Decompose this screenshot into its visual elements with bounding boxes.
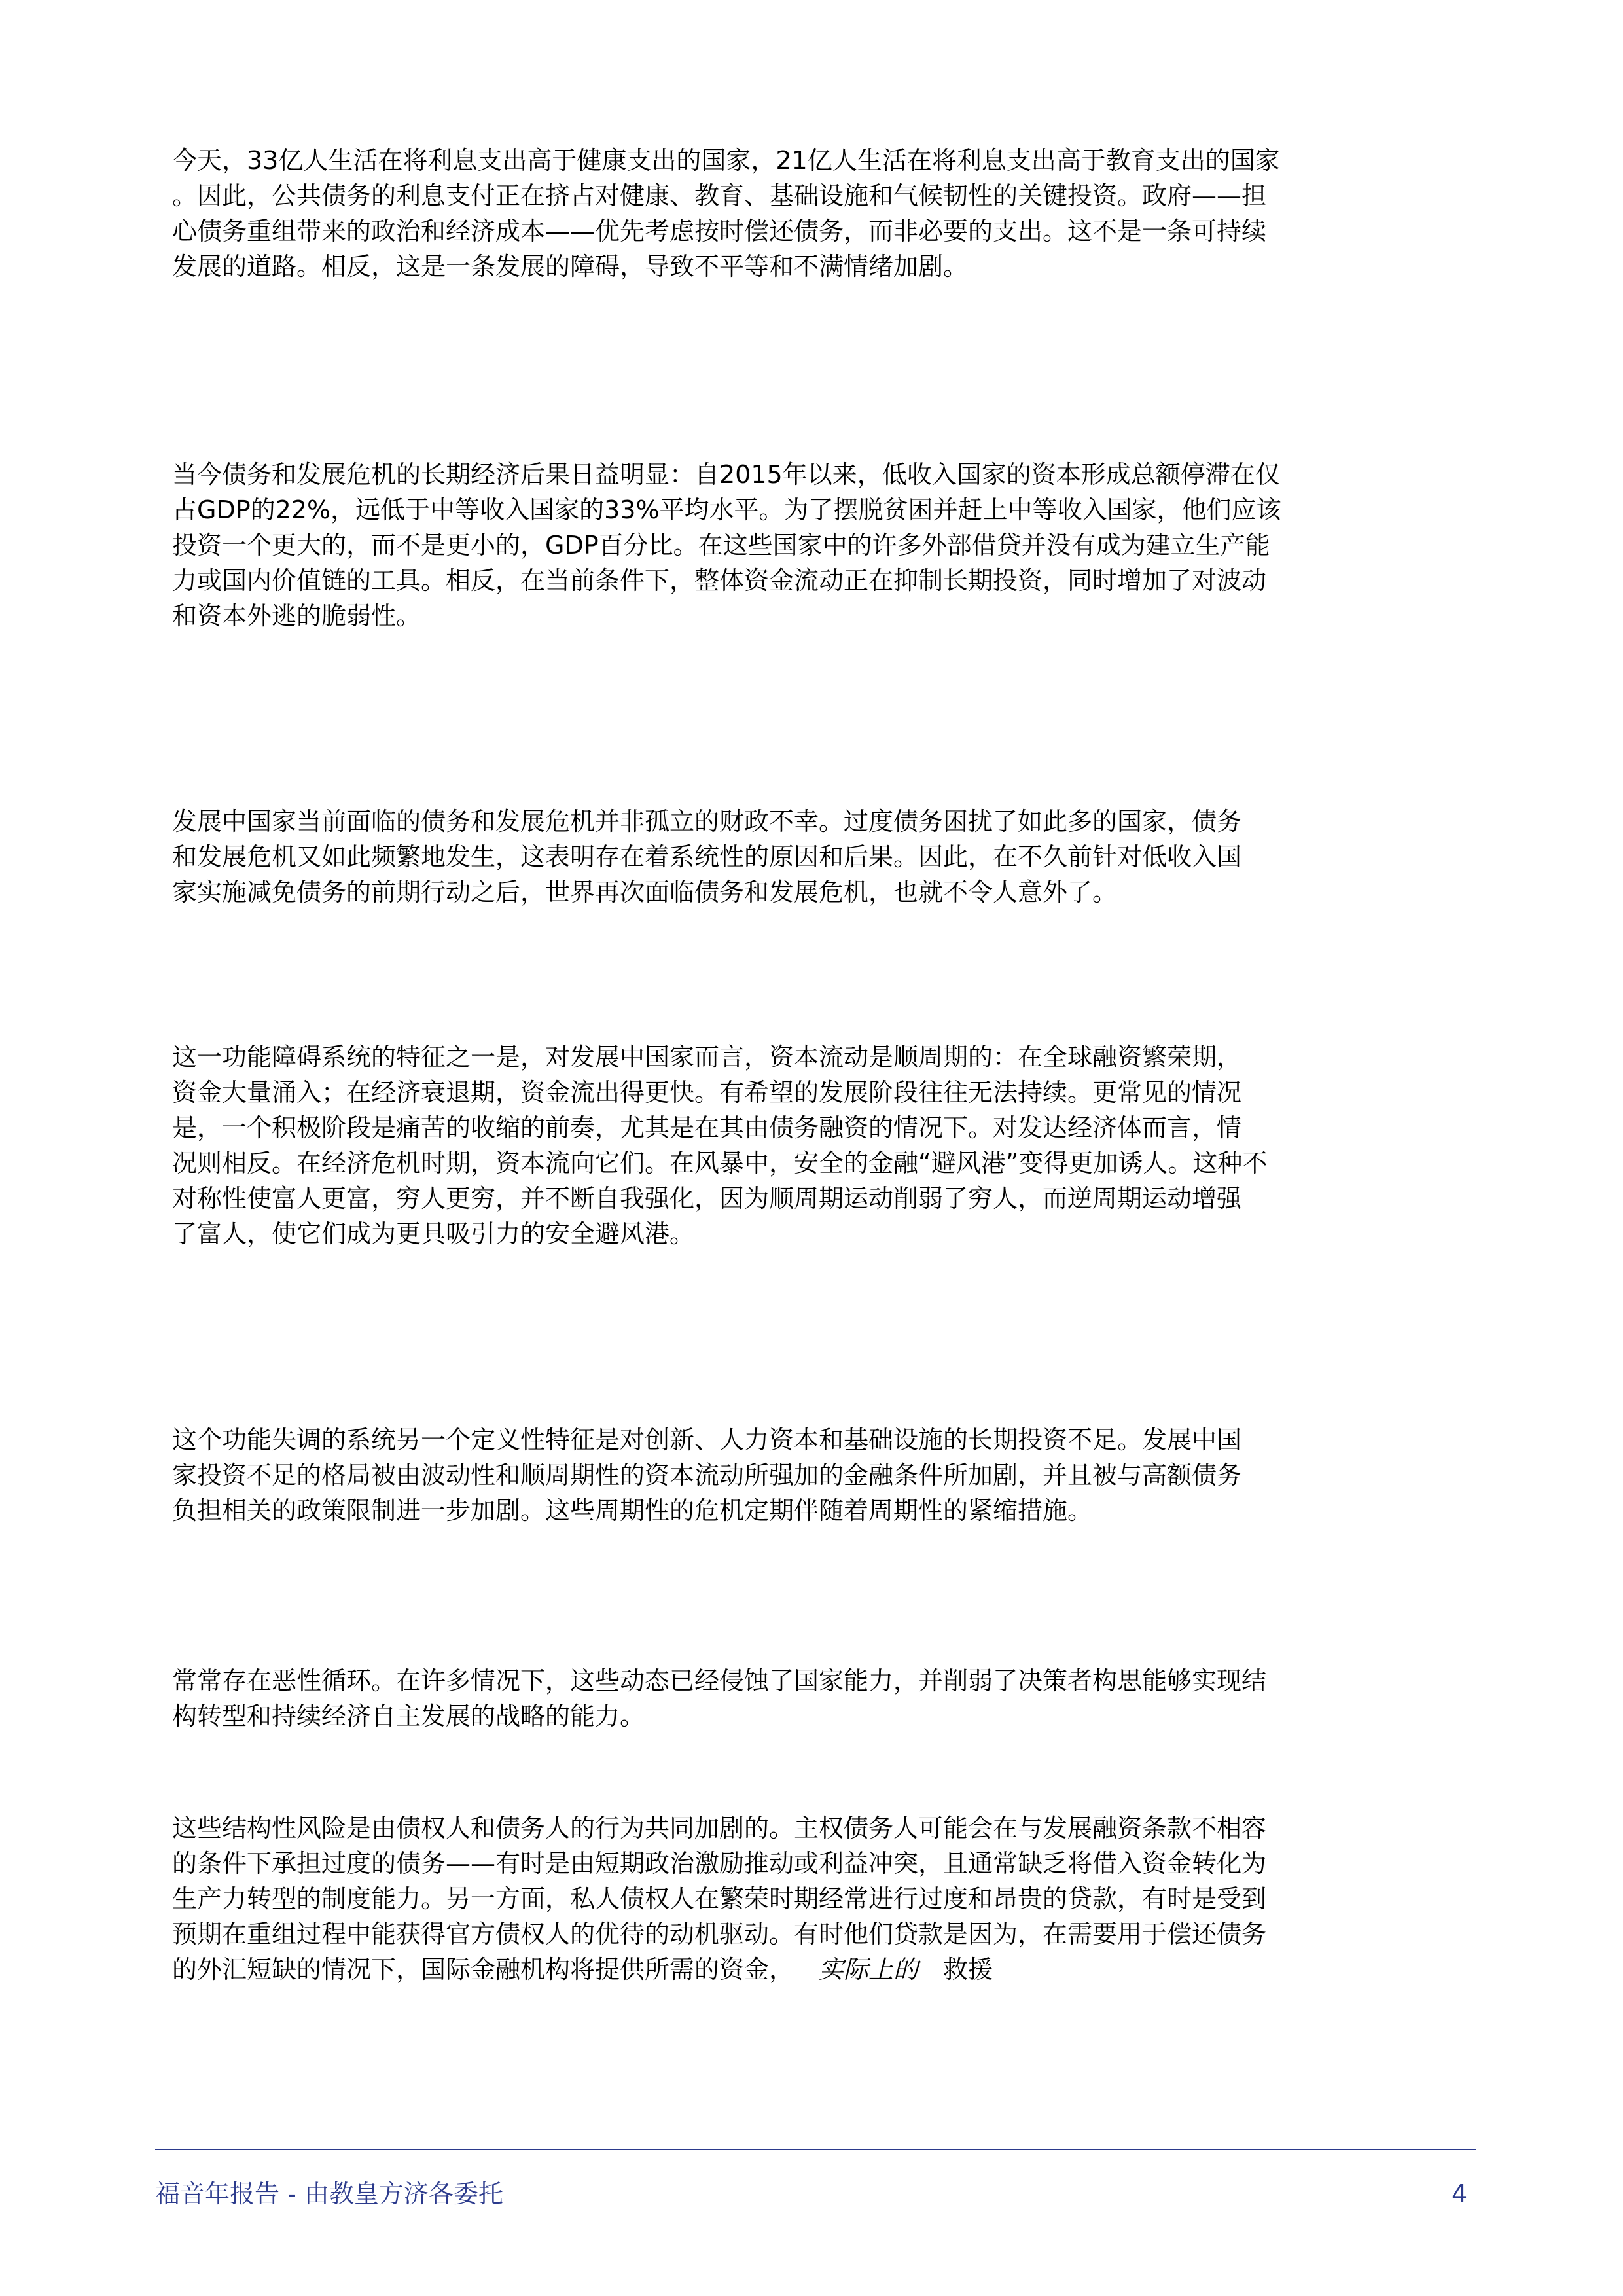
paragraph-2: 当今债务和发展危机的长期经济后果日益明显：自2015年以来，低收入国家的资本形成总额停滞在仅 占GDP的22%，远低于中等收入国家的33%平均水平。为了摆脱贫困并赶上中等收入国家，他们应该 投资一个更大的，而不是更小的，GDP百分比。在这些国家中的许多外部借贷并没有成为建立生产能 力或国内价值链的工具。相反，在当前条件下，整体资金流动正在抑制长期投资，同时增加了对波动 和资本外逃的脆弱性。: [172, 460, 1281, 630]
paragraph-7: [172, 1810, 1266, 1987]
footer-title: 福音年报告 - 由教皇方济各委托: [155, 2179, 503, 2208]
paragraph-7-italic-term: 实际上的: [819, 1955, 919, 1984]
paragraph-7-tail: 救援: [943, 1955, 993, 1984]
paragraph-3: 发展中国家当前面临的债务和发展危机并非孤立的财政不幸。过度债务困扰了如此多的国家，债务 和发展危机又如此频繁地发生，这表明存在着系统性的原因和后果。因此，在不久前针对低收入国 家实施减免债务的前期行动之后，世界再次面临债务和发展危机，也就不令人意外了。: [172, 807, 1242, 906]
paragraph-4: 这一功能障碍系统的特征之一是，对发展中国家而言，资本流动是顺周期的：在全球融资繁荣期， 资金大量涌入；在经济衰退期，资金流出得更快。有希望的发展阶段往往无法持续。更常见的情况 是，一个积极阶段是痛苦的收缩的前奏，尤其是在其由债务融资的情况下。对发达经济体而言，情 况则相反。在经济危机时期，资本流向它们。在风暴中，安全的金融“避风港”变得更加诱人。这种不 对称性使富人更富，穷人更穷，并不断自我强化，因为顺周期运动削弱了穷人，而逆周期运动增强 了富人，使它们成为更具吸引力的安全避风港。: [172, 1043, 1268, 1248]
paragraph-1: 今天，33亿人生活在将利息支出高于健康支出的国家，21亿人生活在将利息支出高于教育支出的国家 。因此，公共债务的利息支付正在挤占对健康、教育、基础设施和气候韧性的关键投资。政府——担 心债务重组带来的政治和经济成本——优先考虑按时偿还债务，而非必要的支出。这不是一条可持续 发展的道路。相反，这是一条发展的障碍，导致不平等和不满情绪加剧。: [172, 146, 1280, 281]
page-number: 4: [1452, 2179, 1468, 2208]
paragraph-5: 这个功能失调的系统另一个定义性特征是对创新、人力资本和基础设施的长期投资不足。发展中国 家投资不足的格局被由波动性和顺周期性的资本流动所强加的金融条件所加剧，并且被与高额债务 负担相关的政策限制进一步加剧。这些周期性的危机定期伴随着周期性的紧缩措施。: [172, 1426, 1242, 1525]
paragraph-7-text: 这些结构性风险是由债权人和债务人的行为共同加剧的。主权债务人可能会在与发展融资条款不相容 的条件下承担过度的债务——有时是由短期政治激励推动或利益冲突，且通常缺乏将借入资金转化为 生产力转型的制度能力。另一方面，私人债权人在繁荣时期经常进行过度和昂贵的贷款，有时是受到 预期在重组过程中能获得官方债权人的优待的动机驱动。有时他们贷款是因为，在需要用于偿还债务 的外汇短缺的情况下，国际金融机构将提供所需的资金，: [172, 1814, 1267, 1984]
footer-divider: [155, 2149, 1476, 2150]
paragraph-6: 常常存在恶性循环。在许多情况下，这些动态已经侵蚀了国家能力，并削弱了决策者构思能够实现结 构转型和持续经济自主发展的战略的能力。: [172, 1666, 1267, 1731]
